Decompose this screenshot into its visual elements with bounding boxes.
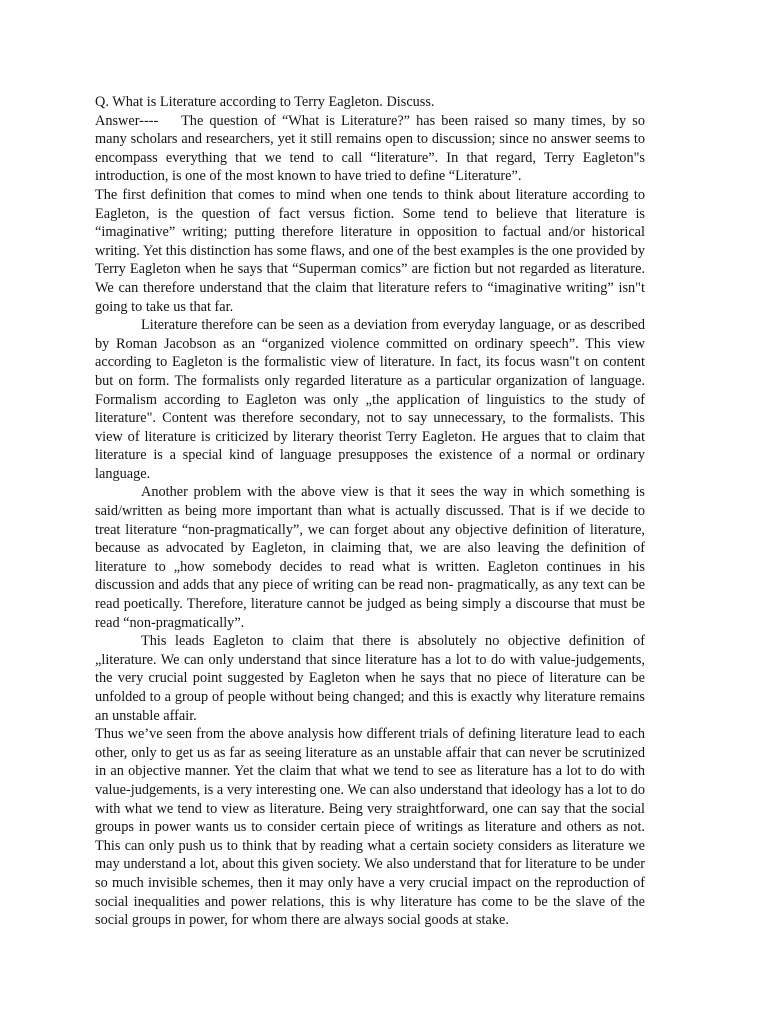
answer-intro-text: The question of “What is Literature?” has been raised so many times, by so many scholars and researchers, yet it still remains open to discussion; since no answer seems to encompass everything that we tend to call “literature”. In that regard, Terry Eagleton"s introduction, is one of the most known to have tried to define “Literature”. <box>95 112 645 185</box>
paragraph-non-pragmatic: Another problem with the above view is that it sees the way in which something is said/written as being more important than what is actually discussed. That is if we decide to treat literature “non-pragmatically”, we can forget about any objective definition of literature, because as advocated by Eagleton, in claiming that, we are also leaving the definition of literature to „how somebody decides to read what is written. Eagleton continues in his discussion and adds that any piece of writing can be read non- pragmatically, as any text can be read poetically. Therefore, literature cannot be judged as being simply a discourse that must be read “non-pragmatically”. <box>95 484 645 631</box>
document-body <box>95 93 645 930</box>
paragraph-formalism: Literature therefore can be seen as a deviation from everyday language, or as described by Roman Jacobson as an “organized violence committed on ordinary speech”. This view according to Eagleton is the formalistic view of literature. In fact, its focus wasn"t on content but on form. The formalists only regarded literature as a particular organization of language. Formalism according to Eagleton was only „the application of linguistics to the study of literature". Content was therefore secondary, not to say unnecessary, to the formalists. This view of literature is criticized by literary theorist Terry Eagleton. He argues that to claim that literature is a special kind of language presupposes the existence of a normal or ordinary language. <box>95 317 645 482</box>
paragraph-conclusion: Thus we’ve seen from the above analysis how different trials of defining literature lead to each other, only to get us as far as seeing literature as an unstable affair that can never be scrutinized in an objective manner. Yet the claim that what we tend to see as literature has a lot to do with value-judgements, is a very interesting one. We can also understand that ideology has a lot to do with what we tend to view as literature. Being very straightforward, one can say that the social groups in power wants us to consider certain piece of writings as literature and others as not. This can only push us to think that by reading what a certain society considers as literature we may understand a lot, about this given society. We also understand that for literature to be under so much invisible schemes, then it may only have a very crucial impact on the reproduction of social inequalities and power relations, this is why literature has come to be the slave of the social groups in power, for whom there are always social goods at stake. <box>95 726 645 929</box>
paragraph-fact-vs-fiction: The first definition that comes to mind when one tends to think about literature according to Eagleton, is the question of fact versus fiction. Some tend to believe that literature is “imaginative” writing; putting therefore literature in opposition to factual and/or historical writing. Yet this distinction has some flaws, and one of the best examples is the one provided by Terry Eagleton when he says that “Superman comics” are fiction but not regarded as literature. We can therefore understand that the claim that literature refers to “imaginative writing” isn"t going to take us that far. <box>95 186 645 315</box>
answer-label: Answer---- <box>95 112 159 129</box>
question-heading: Q. What is Literature according to Terry Eagleton. Discuss. <box>95 94 435 110</box>
paragraph-no-objective-definition: This leads Eagleton to claim that there is absolutely no objective definition of „literature. We can only understand that since literature has a lot to do with value-judgements, the very crucial point suggested by Eagleton when he says that no piece of literature can be unfolded to a group of people without being changed; and this is exactly why literature remains an unstable affair. <box>95 633 645 724</box>
answer-paragraph <box>95 112 645 186</box>
